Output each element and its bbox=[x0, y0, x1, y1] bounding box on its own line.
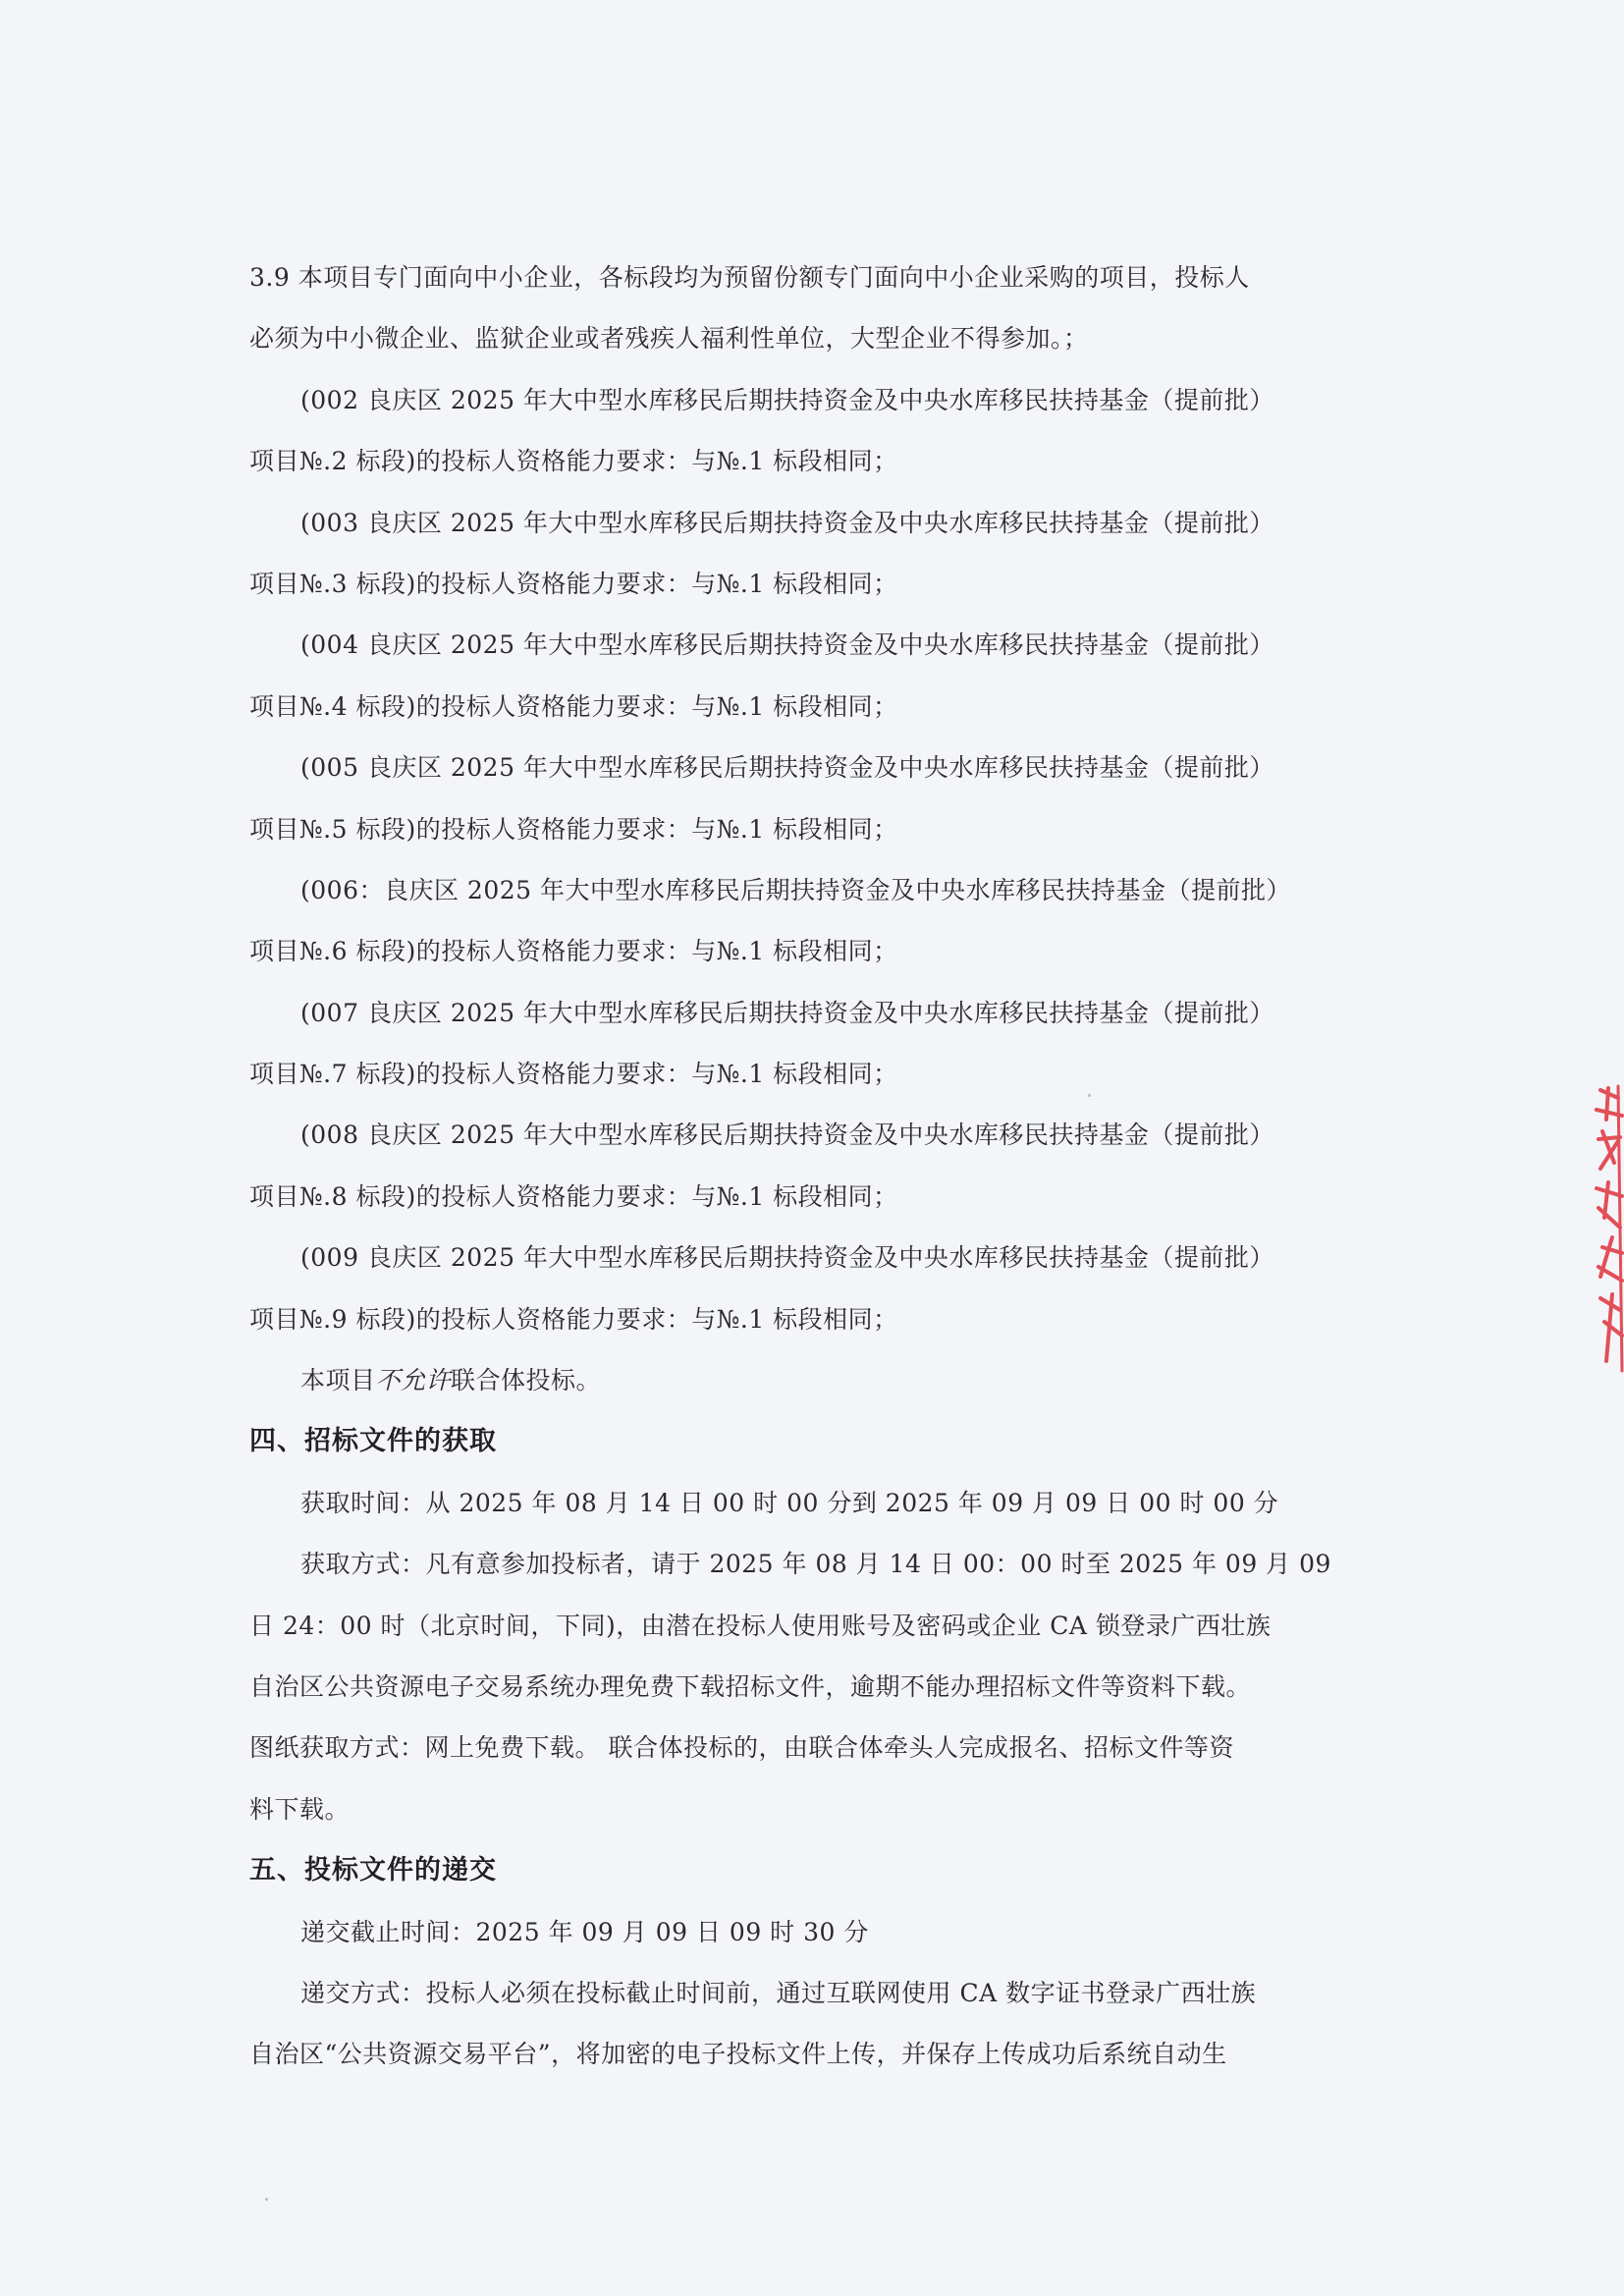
seal-stamp-fragment bbox=[1579, 1080, 1624, 1375]
paragraph-line: 获取方式：凡有意参加投标者，请于 2025 年 08 月 14 日 00：00 时至 2025 年 09 月 09 bbox=[300, 1550, 1331, 1579]
paragraph-line: 料下载。 bbox=[249, 1794, 351, 1824]
paragraph-line: 自治区“公共资源交易平台”，将加密的电子投标文件上传，并保存上传成功后系统自动生 bbox=[249, 2040, 1227, 2069]
paragraph-line: (002 良庆区 2025 年大中型水库移民后期扶持资金及中央水库移民扶持基金（提前批） bbox=[300, 385, 1274, 414]
emphasis-text: 不允许 bbox=[375, 1366, 452, 1395]
paragraph-line: 必须为中小微企业、监狱企业或者残疾人福利性单位，大型企业不得参加。； bbox=[249, 324, 1089, 354]
text-segment: 联合体投标。 bbox=[451, 1366, 602, 1395]
paragraph-line: 日 24：00 时（北京时间，下同)，由潜在投标人使用账号及密码或企业 CA 锁登录广西壮族 bbox=[249, 1611, 1272, 1640]
paragraph-line: 递交方式：投标人必须在投标截止时间前，通过互联网使用 CA 数字证书登录广西壮族 bbox=[300, 1978, 1257, 2007]
paragraph-line: 3.9 本项目专门面向中小企业，各标段均为预留份额专门面向中小企业采购的项目，投标人 bbox=[249, 263, 1250, 292]
paragraph-line: (003 良庆区 2025 年大中型水库移民后期扶持资金及中央水库移民扶持基金（提前批） bbox=[300, 508, 1274, 537]
document-body bbox=[249, 247, 1339, 2086]
paragraph-line: 项目№.8 标段)的投标人资格能力要求：与№.1 标段相同； bbox=[249, 1181, 898, 1211]
paragraph-line: 项目№.2 标段)的投标人资格能力要求：与№.1 标段相同； bbox=[249, 447, 898, 476]
paragraph-line: 项目№.7 标段)的投标人资格能力要求：与№.1 标段相同； bbox=[249, 1060, 898, 1089]
paragraph-line: (006：良庆区 2025 年大中型水库移民后期扶持资金及中央水库移民扶持基金（提前批） bbox=[300, 875, 1291, 904]
scan-speck bbox=[1088, 1094, 1091, 1097]
text-segment: 本项目 bbox=[300, 1366, 376, 1395]
scan-speck bbox=[265, 2198, 268, 2201]
paragraph-line: 获取时间：从 2025 年 08 月 14 日 00 时 00 分到 2025 年 09 月 09 日 00 时 00 分 bbox=[300, 1488, 1279, 1517]
paragraph-line: (007 良庆区 2025 年大中型水库移民后期扶持资金及中央水库移民扶持基金（提前批） bbox=[300, 998, 1274, 1027]
paragraph-line: (004 良庆区 2025 年大中型水库移民后期扶持资金及中央水库移民扶持基金（提前批） bbox=[300, 630, 1274, 660]
paragraph-line: 递交截止时间：2025 年 09 月 09 日 09 时 30 分 bbox=[300, 1917, 869, 1946]
paragraph-line: 项目№.9 标段)的投标人资格能力要求：与№.1 标段相同； bbox=[249, 1304, 898, 1334]
paragraph-line: (009 良庆区 2025 年大中型水库移民后期扶持资金及中央水库移民扶持基金（提前批） bbox=[300, 1243, 1274, 1273]
paragraph-line: 项目№.6 标段)的投标人资格能力要求：与№.1 标段相同； bbox=[249, 937, 898, 966]
section-heading: 五、投标文件的递交 bbox=[249, 1855, 497, 1886]
paragraph-line bbox=[249, 1350, 1339, 1411]
paragraph-line: 项目№.3 标段)的投标人资格能力要求：与№.1 标段相同； bbox=[249, 569, 898, 598]
section-heading: 四、招标文件的获取 bbox=[249, 1426, 497, 1457]
paragraph-line: (005 良庆区 2025 年大中型水库移民后期扶持资金及中央水库移民扶持基金（提前批） bbox=[300, 753, 1274, 783]
paragraph-line: (008 良庆区 2025 年大中型水库移民后期扶持资金及中央水库移民扶持基金（提前批） bbox=[300, 1121, 1274, 1150]
paragraph-line: 图纸获取方式：网上免费下载。 联合体投标的，由联合体牵头人完成报名、招标文件等资 bbox=[249, 1733, 1234, 1763]
paragraph-line: 项目№.5 标段)的投标人资格能力要求：与№.1 标段相同； bbox=[249, 814, 898, 844]
paragraph-line: 自治区公共资源电子交易系统办理免费下载招标文件，逾期不能办理招标文件等资料下载。 bbox=[249, 1671, 1252, 1701]
paragraph-line: 项目№.4 标段)的投标人资格能力要求：与№.1 标段相同； bbox=[249, 691, 898, 721]
